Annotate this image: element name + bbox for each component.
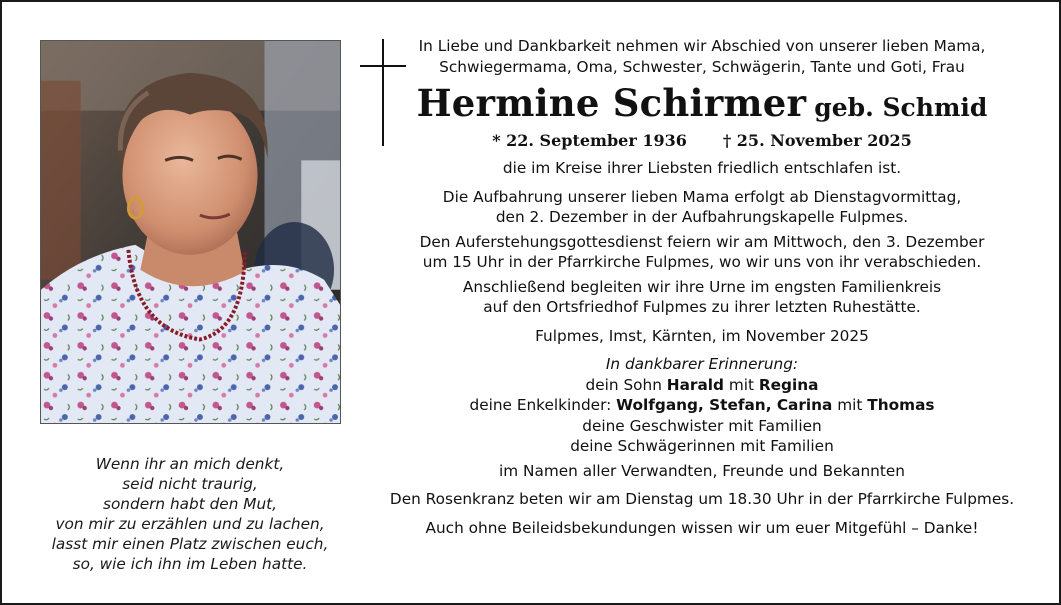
service-line: Den Auferstehungsgottesdienst feiern wir am Mittwoch, den 3. Dezember <box>419 232 985 251</box>
son-partner-name: Regina <box>758 375 819 394</box>
poem <box>32 454 348 574</box>
mourner-sisters-in-law: deine Schwägerinnen mit Familien <box>570 437 834 455</box>
grandchildren-names: Wolfgang, Stefan, Carina <box>616 396 833 414</box>
poem-line: von mir zu erzählen und zu lachen, <box>55 515 325 533</box>
with-text: mit <box>728 375 755 394</box>
place-date: Fulpmes, Imst, Kärnten, im November 2025 <box>535 326 869 345</box>
poem-line: Wenn ihr an mich denkt, <box>95 455 285 473</box>
rosary-text: Den Rosenkranz beten wir am Dienstag um 18.30 Uhr in der Pfarrkirche Fulpmes. <box>389 490 1015 508</box>
death-date: † 25. November 2025 <box>722 131 912 150</box>
mourner-son <box>362 375 1042 396</box>
grandchildren-prefix: deine Enkelkinder: <box>469 396 612 414</box>
birth-name: geb. Schmid <box>814 93 988 122</box>
viewing-line: Die Aufbahrung unserer lieben Mama erfolgt ab Dienstagvormittag, <box>442 187 962 206</box>
poem-line: sondern habt den Mut, <box>102 495 278 513</box>
viewing-line: den 2. Dezember in der Aufbahrungskapelle Fulpmes. <box>495 208 909 226</box>
son-prefix: dein Sohn <box>585 375 662 394</box>
intro-line: In Liebe und Dankbarkeit nehmen wir Abschied von unserer lieben Mama, <box>418 37 986 55</box>
son-name: Harald <box>666 375 724 394</box>
poem-line: so, wie ich ihn im Leben hatte. <box>72 555 308 573</box>
with-text: mit <box>837 396 863 414</box>
poem-line: seid nicht traurig, <box>122 475 258 493</box>
passing-text: die im Kreise ihrer Liebsten friedlich entschlafen ist. <box>502 159 902 177</box>
burial-line: auf den Ortsfriedhof Fulpmes zu ihrer letzten Ruhestätte. <box>483 298 921 316</box>
remembrance-heading: In dankbarer Erinnerung: <box>605 355 799 373</box>
thanks-text: Auch ohne Beileidsbekundungen wissen wir um euer Mitgefühl – Danke! <box>425 518 979 537</box>
deceased-name-line <box>362 79 1042 127</box>
burial-line: Anschließend begleiten wir ihre Urne im engsten Familienkreis <box>462 277 942 296</box>
poem-line: lasst mir einen Platz zwischen euch, <box>51 535 329 553</box>
mourner-siblings: deine Geschwister mit Familien <box>582 416 822 435</box>
intro-line: Schwiegermama, Oma, Schwester, Schwägerin, Tante und Goti, Frau <box>439 57 965 76</box>
notice-text <box>362 36 1042 538</box>
deceased-name: Hermine Schirmer <box>416 81 807 125</box>
portrait-image <box>41 41 340 423</box>
portrait-photo <box>40 40 341 424</box>
life-dates <box>362 130 1042 152</box>
birth-date: * 22. September 1936 <box>492 131 687 150</box>
mourner-grandchildren <box>362 395 1042 416</box>
mourner-relatives: im Namen aller Verwandten, Freunde und Bekannten <box>499 461 905 480</box>
service-line: um 15 Uhr in der Pfarrkirche Fulpmes, wo wir uns von ihr verabschieden. <box>422 253 982 271</box>
grandchild-partner-name: Thomas <box>867 396 935 414</box>
